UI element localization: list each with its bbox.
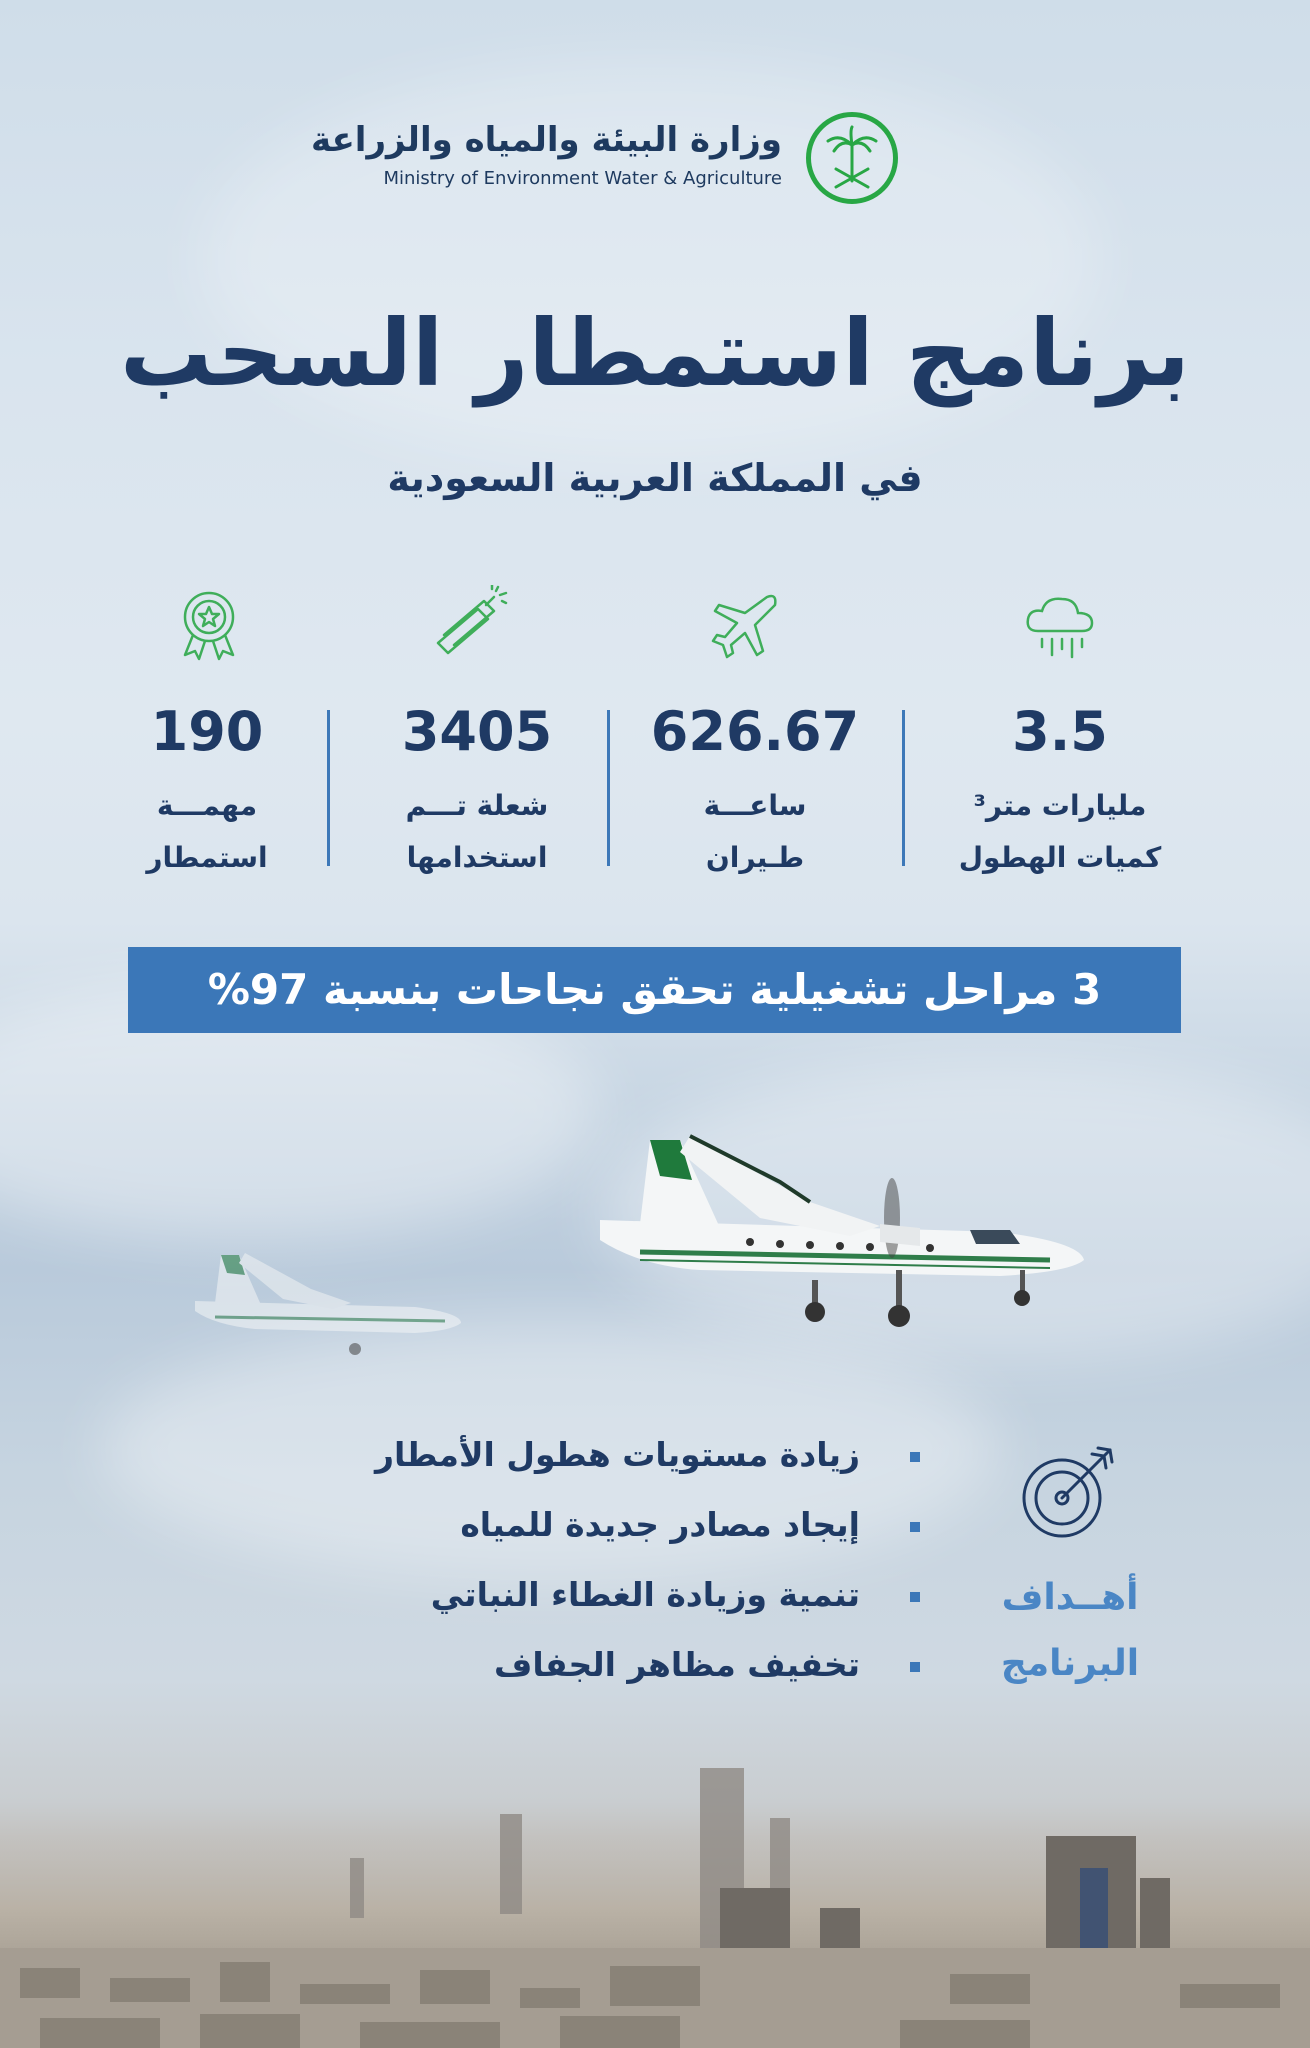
bullet-square-icon [910,1592,920,1602]
airplane-icon [707,585,787,665]
bullet-square-icon [910,1522,920,1532]
target-icon [1020,1440,1120,1540]
stat-value-flight-hours: 626.67 [650,700,860,763]
list-item [380,1560,920,1630]
goal-text: إيجاد مصادر جديدة للمياه [460,1505,860,1544]
city-skyline-illustration [0,1748,1310,2048]
stat-label-line: ساعـــة [703,789,807,822]
stat-label-flares [362,780,592,884]
stat-label-line: كميات الهطول [958,841,1162,874]
stat-label-line: استخدامها [406,841,548,874]
ministry-name-english: Ministry of Environment Water & Agriculture [383,168,782,189]
distant-airplane-illustration [185,1245,465,1365]
goal-text: زيادة مستويات هطول الأمطار [375,1435,860,1474]
stat-label-line: استمطار [146,841,268,874]
goals-heading-line: البرنامج [1000,1643,1140,1684]
rain-cloud-icon [1020,585,1100,665]
airplane-illustration [580,1120,1090,1340]
stat-divider [902,710,905,866]
stat-label-line: شعلة تـــم [405,789,549,822]
stat-value-rainfall: 3.5 [1012,700,1108,763]
page-title: برنامج استمطار السحب [120,300,1190,407]
ministry-logo [310,112,898,208]
stat-value-missions: 190 [150,700,264,763]
ministry-name-arabic: وزارة البيئة والمياه والزراعة [310,120,782,160]
goals-list [375,1420,920,1700]
bullet-square-icon [910,1662,920,1672]
stat-value-flares: 3405 [401,700,553,763]
goals-heading-line: أهــداف [1001,1577,1139,1618]
page-subtitle: في المملكة العربية السعودية [387,456,923,500]
goal-text: تنمية وزيادة الغطاء النباتي [430,1575,860,1614]
stat-divider [607,710,610,866]
goal-text: تخفيف مظاهر الجفاف [493,1645,860,1684]
stat-label-line: طـيران [705,841,805,874]
palm-emblem-icon [806,112,898,204]
stat-label-missions [92,780,322,884]
award-badge-icon [169,585,249,665]
stat-label-line: مهمـــة [156,789,258,822]
stat-label-line: مليارات متر³ [973,789,1147,822]
stat-divider [327,710,330,866]
stat-label-rainfall [945,780,1175,884]
stat-label-flight-hours [640,780,870,884]
list-item [375,1420,920,1490]
list-item [380,1490,920,1560]
flare-icon [430,585,510,665]
bullet-square-icon [910,1452,920,1462]
success-rate-banner: 3 مراحل تشغيلية تحقق نجاحات بنسبة 97% [128,947,1181,1033]
list-item [380,1630,920,1700]
goals-heading [980,1565,1160,1697]
